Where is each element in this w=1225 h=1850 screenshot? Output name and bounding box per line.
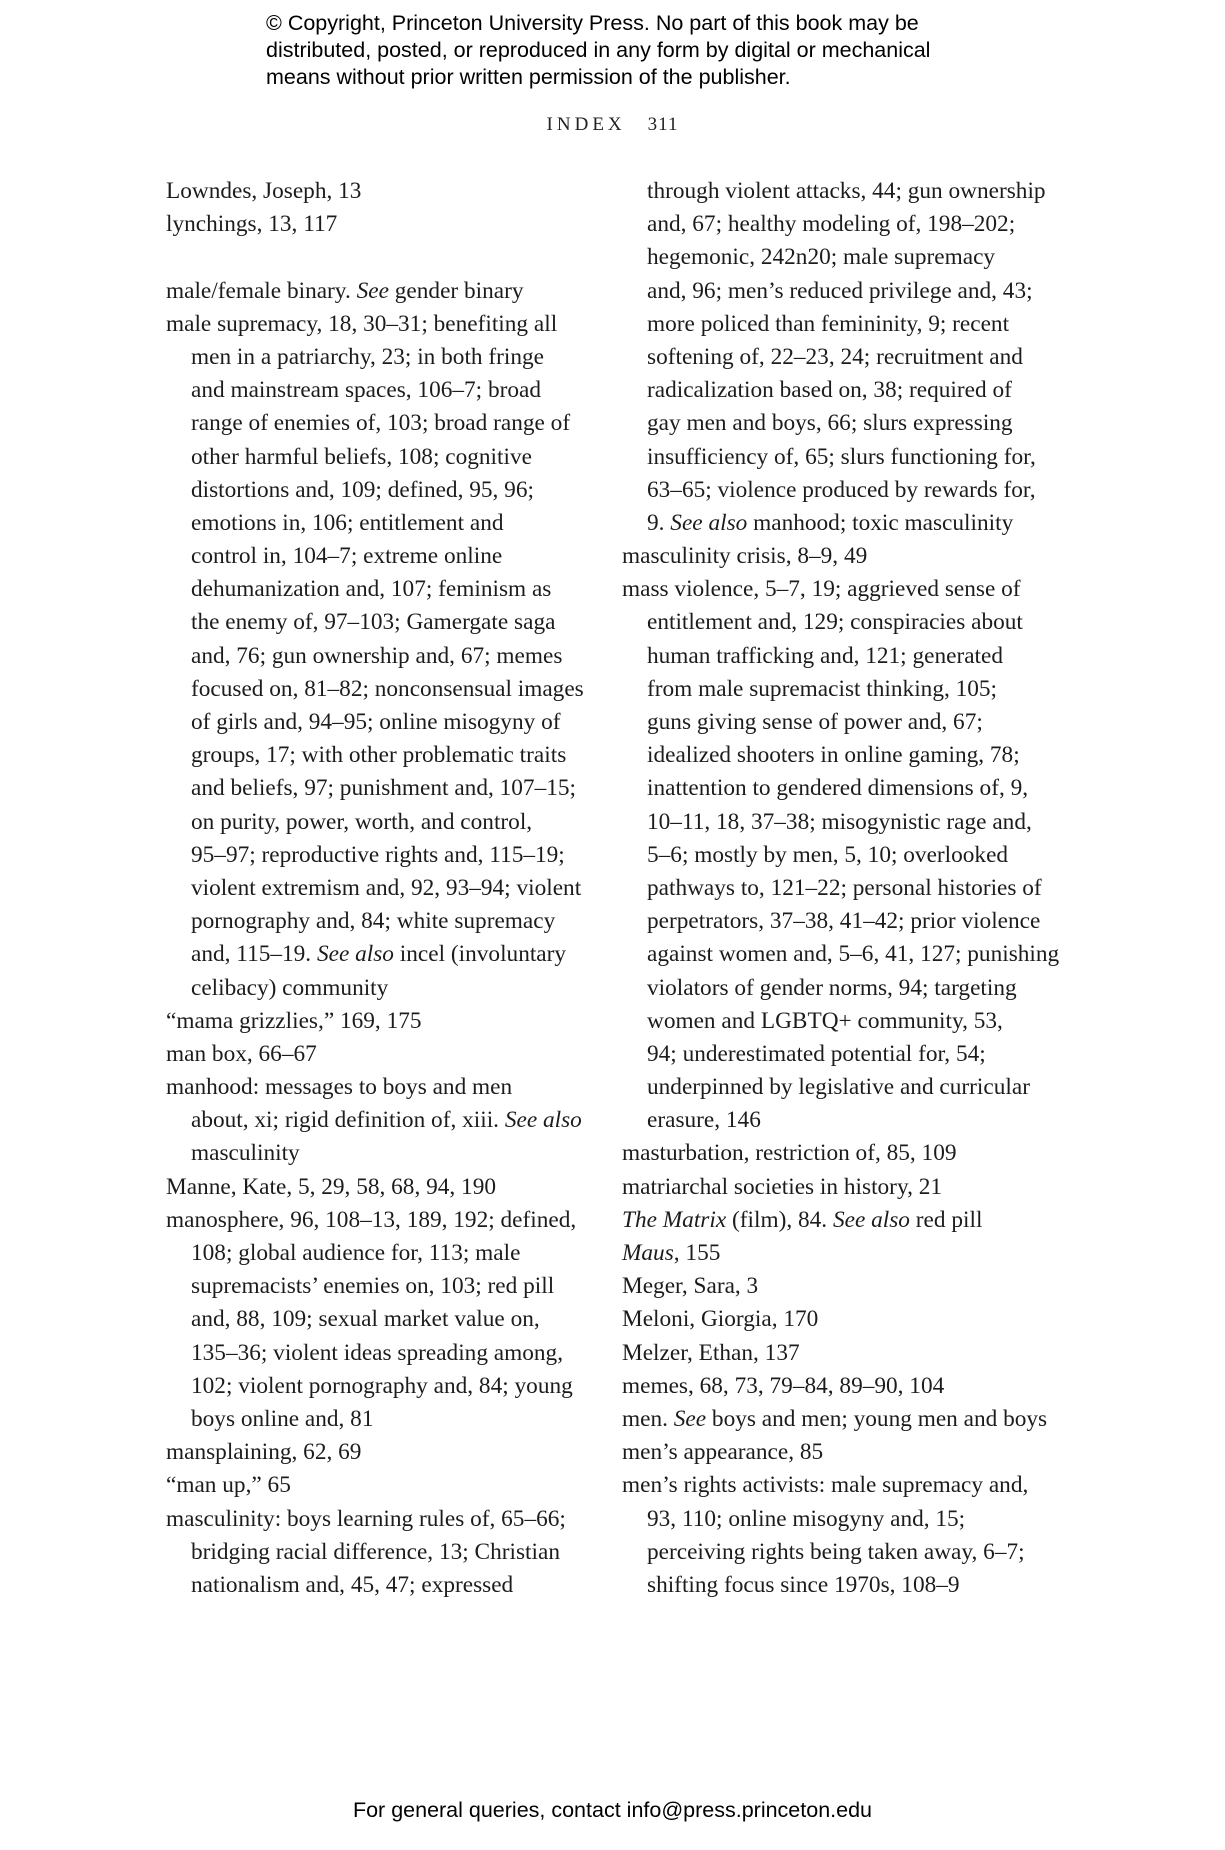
index-entry: matriarchal societies in history, 21 [622, 1173, 943, 1200]
index-entry-continuation: other harmful beliefs, 108; cognitive [191, 443, 532, 470]
index-entry-continuation: pathways to, 121–22; personal histories of [647, 874, 1042, 901]
footer-contact [0, 1798, 1225, 1823]
index-column-right [622, 175, 1060, 1602]
footer-email-link[interactable]: info@press.princeton.edu [626, 1798, 873, 1822]
index-entry-continuation: hegemonic, 242n20; male supremacy [647, 244, 996, 271]
index-entry-continuation: 95–97; reproductive rights and, 115–19; [191, 841, 565, 868]
index-entry: manosphere, 96, 108–13, 189, 192; defined, [166, 1206, 577, 1233]
index-entry: masculinity crisis, 8–9, 49 [622, 543, 868, 570]
index-entry: Melzer, Ethan, 137 [622, 1339, 800, 1366]
index-entry-continuation: 108; global audience for, 113; male [191, 1240, 521, 1266]
index-entry-continuation: idealized shooters in online gaming, 78; [647, 742, 1020, 769]
index-entry: “mama grizzlies,” 169, 175 [166, 1007, 422, 1034]
index-entry-continuation: celibacy) community [191, 974, 389, 1001]
index-entry-continuation: boys online and, 81 [191, 1405, 374, 1432]
index-entry: men’s appearance, 85 [622, 1439, 824, 1466]
index-entry: male supremacy, 18, 30–31; benefiting all [166, 310, 558, 337]
index-entry-continuation: 9. See also manhood; toxic masculinity [647, 509, 1014, 536]
index-entry-continuation: human trafficking and, 121; generated [647, 642, 1004, 669]
index-entry: manhood: messages to boys and men [166, 1074, 513, 1101]
index-entry-continuation: women and LGBTQ+ community, 53, [647, 1007, 1003, 1034]
index-entry-continuation: and, 88, 109; sexual market value on, [191, 1306, 540, 1333]
index-entry-continuation: perceiving rights being taken away, 6–7; [647, 1538, 1025, 1565]
index-entry-continuation: violators of gender norms, 94; targeting [647, 974, 1017, 1001]
index-entry-continuation: guns giving sense of power and, 67; [647, 709, 983, 735]
index-entry-continuation: from male supremacist thinking, 105; [647, 675, 998, 702]
index-column-left [166, 175, 586, 1602]
index-entry-continuation: on purity, power, worth, and control, [191, 808, 533, 835]
index-entry-continuation: erasure, 146 [647, 1107, 761, 1134]
index-entry: masculinity: boys learning rules of, 65–66; [166, 1505, 566, 1532]
index-entry-continuation: and, 67; healthy modeling of, 198–202; [647, 211, 1016, 238]
index-entry-continuation: against women and, 5–6, 41, 127; punishing [647, 941, 1060, 968]
index-entry-continuation: 5–6; mostly by men, 5, 10; overlooked [647, 841, 1009, 868]
index-entry: men. See boys and men; young men and boys [622, 1405, 1048, 1432]
index-entry-continuation: and, 96; men’s reduced privilege and, 43; [647, 277, 1033, 304]
index-entry: masturbation, restriction of, 85, 109 [622, 1140, 957, 1167]
index-entry: men’s rights activists: male supremacy and, [622, 1472, 1029, 1499]
index-entry-continuation: pornography and, 84; white supremacy [191, 908, 556, 935]
index-entry-continuation: about, xi; rigid definition of, xiii. See also [191, 1107, 582, 1134]
index-entry-continuation: nationalism and, 45, 47; expressed [191, 1571, 514, 1598]
index-entry-continuation: supremacists’ enemies on, 103; red pill [191, 1273, 555, 1300]
index-entry-continuation: emotions in, 106; entitlement and [191, 509, 504, 536]
index-entry-continuation: of girls and, 94–95; online misogyny of [191, 709, 561, 735]
index-entry-continuation: bridging racial difference, 13; Christian [191, 1538, 560, 1565]
copyright-line: means without prior written permission of the publisher. [266, 65, 791, 89]
index-entry-continuation: 63–65; violence produced by rewards for, [647, 476, 1036, 503]
index-entry-continuation: range of enemies of, 103; broad range of [191, 410, 571, 437]
index-entry-continuation: and, 115–19. See also incel (involuntary [191, 941, 567, 968]
index-entry-continuation: 10–11, 18, 37–38; misogynistic rage and, [647, 808, 1032, 835]
index-entry-continuation: through violent attacks, 44; gun ownership [647, 178, 1046, 204]
index-entry-continuation: 93, 110; online misogyny and, 15; [647, 1505, 966, 1532]
copyright-notice [266, 10, 1066, 91]
index-entry: Maus, 155 [622, 1240, 721, 1266]
copyright-line: distributed, posted, or reproduced in any form by digital or mechanical [266, 38, 931, 62]
footer-label: For general queries, contact [352, 1798, 621, 1822]
index-entry: Manne, Kate, 5, 29, 58, 68, 94, 190 [166, 1173, 496, 1200]
index-entry-continuation: entitlement and, 129; conspiracies about [647, 609, 1023, 636]
index-entry: “man up,” 65 [166, 1472, 291, 1499]
index-entry-continuation: perpetrators, 37–38, 41–42; prior violence [647, 908, 1041, 935]
index-entry-continuation: and, 76; gun ownership and, 67; memes [191, 642, 563, 669]
index-entry-continuation: 94; underestimated potential for, 54; [647, 1040, 986, 1067]
index-entry: male/female binary. See gender binary [166, 277, 524, 304]
index-entry-continuation: men in a patriarchy, 23; in both fringe [191, 343, 545, 370]
index-entry-continuation: distortions and, 109; defined, 95, 96; [191, 476, 534, 503]
index-entry: mansplaining, 62, 69 [166, 1439, 362, 1466]
index-entry-continuation: and mainstream spaces, 106–7; broad [191, 377, 541, 404]
index-entry-continuation: radicalization based on, 38; required of [647, 377, 1012, 404]
index-entry-continuation: and beliefs, 97; punishment and, 107–15; [191, 775, 576, 802]
index-entry-continuation: softening of, 22–23, 24; recruitment and [647, 343, 1023, 370]
index-entry-continuation: shifting focus since 1970s, 108–9 [647, 1571, 960, 1598]
copyright-line: © Copyright, Princeton University Press. No part of this book may be [266, 11, 919, 35]
index-entry: The Matrix (film), 84. See also red pill [622, 1206, 983, 1233]
index-entry-continuation: underpinned by legislative and curricular [647, 1074, 1030, 1101]
index-entry-continuation: focused on, 81–82; nonconsensual images [191, 675, 584, 702]
index-entry: man box, 66–67 [166, 1040, 317, 1067]
index-group-spacer [166, 241, 586, 274]
index-entry: Lowndes, Joseph, 13 [166, 178, 362, 204]
index-entry-continuation: the enemy of, 97–103; Gamergate saga [191, 609, 556, 636]
index-entry-continuation: control in, 104–7; extreme online [191, 543, 503, 570]
index-entry-continuation: dehumanization and, 107; feminism as [191, 576, 552, 603]
index-entry-continuation: more policed than femininity, 9; recent [647, 310, 1010, 337]
index-entry: mass violence, 5–7, 19; aggrieved sense of [622, 576, 1021, 603]
index-entry-continuation: 102; violent pornography and, 84; young [191, 1372, 573, 1399]
index-entry-continuation: gay men and boys, 66; slurs expressing [647, 410, 1013, 437]
index-entry-continuation: masculinity [191, 1140, 300, 1167]
index-entry-continuation: insufficiency of, 65; slurs functioning for, [647, 443, 1036, 470]
index-entry: lynchings, 13, 117 [166, 211, 338, 238]
index-entry-continuation: inattention to gendered dimensions of, 9, [647, 775, 1029, 802]
index-entry-continuation: groups, 17; with other problematic traits [191, 742, 567, 769]
index-entry: memes, 68, 73, 79–84, 89–90, 104 [622, 1372, 945, 1399]
running-head-title: INDEX [546, 114, 626, 135]
index-entry-continuation: 135–36; violent ideas spreading among, [191, 1339, 564, 1366]
index-entry-continuation: violent extremism and, 92, 93–94; violent [191, 874, 582, 901]
index-entry: Meger, Sara, 3 [622, 1273, 759, 1300]
index-entry: Meloni, Giorgia, 170 [622, 1306, 819, 1333]
page-number: 311 [647, 114, 679, 135]
running-head [0, 114, 1225, 136]
